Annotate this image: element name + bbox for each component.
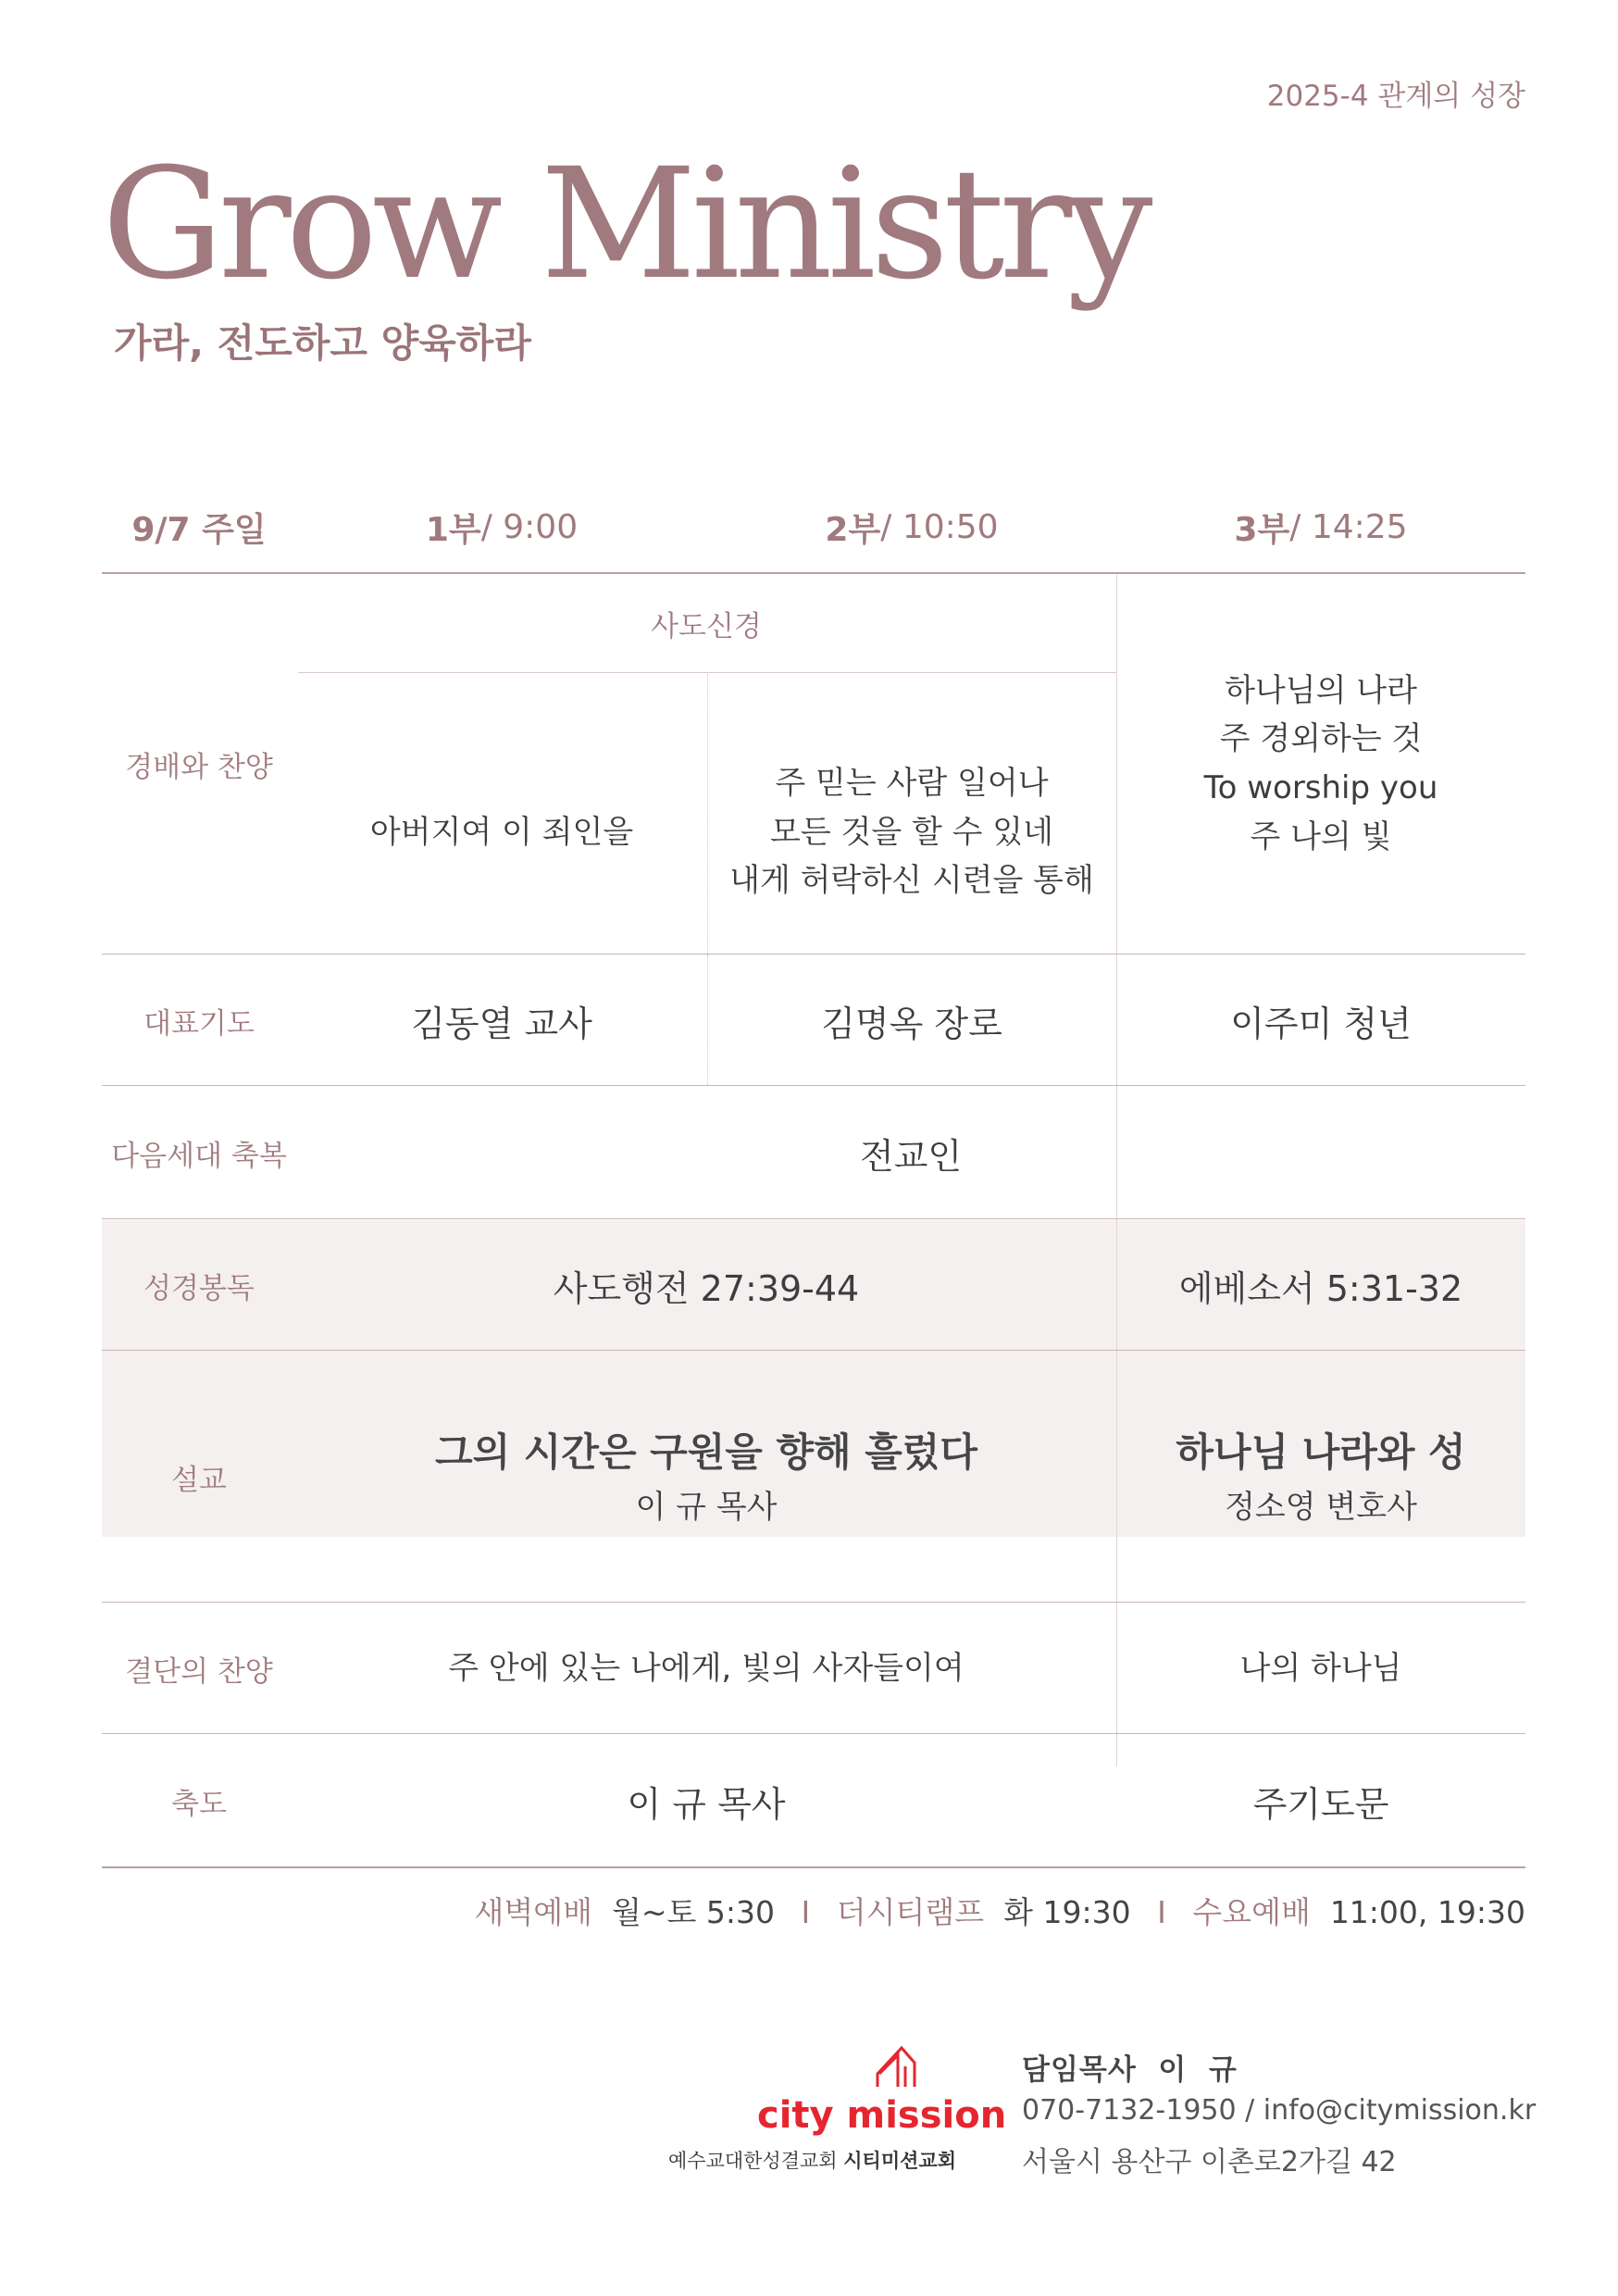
church-name: 시티미션교회 [843, 2150, 956, 2172]
service-2-name: 2부 [825, 510, 881, 549]
church-denomination [668, 2146, 956, 2174]
reading-3: 에베소서 5:31-32 [1178, 1267, 1463, 1309]
date-header [102, 481, 296, 572]
response-3: 나의 하나님 [1239, 1649, 1402, 1687]
worship-songs-3 [1116, 574, 1525, 954]
blessing-label: 다음세대 축복 [111, 1139, 287, 1173]
page-title: Grow Ministry [102, 135, 1148, 313]
sermon-label: 설교 [171, 1463, 227, 1497]
sermon-title-12: 그의 시간은 구원을 향해 흘렀다 [435, 1429, 977, 1475]
worship-song: 하나님의 나라 [1225, 671, 1417, 709]
prayer-label: 대표기도 [143, 1006, 255, 1041]
contact-info: 070-7132-1950 / info@citymission.kr [1022, 2094, 1537, 2127]
denomination: 예수교대한성결교회 [668, 2150, 838, 2172]
sermon-preacher-3: 정소영 변호사 [1225, 1488, 1417, 1526]
date-label: 9/7 주일 [131, 510, 267, 549]
separator: I [1157, 1894, 1166, 1930]
weekly-service-time: 11:00, 19:30 [1329, 1894, 1525, 1930]
sermon-title-3: 하나님 나라와 성 [1176, 1429, 1466, 1475]
worship-label: 경배와 찬양 [125, 750, 273, 784]
weekly-service-name: 수요예배 [1192, 1894, 1311, 1930]
worship-song: 모든 것을 할 수 있네 [770, 813, 1053, 851]
prayer-2: 김명옥 장로 [821, 1003, 1002, 1044]
senior-pastor: 담임목사 이 규 [1022, 2053, 1238, 2087]
worship-song: 내게 허락하신 시련을 통해 [729, 862, 1094, 900]
separator: I [801, 1894, 811, 1930]
worship-song: To worship you [1203, 769, 1438, 806]
weekly-services [474, 1889, 1525, 1932]
response-label: 결단의 찬양 [125, 1654, 273, 1689]
weekly-service-name: 더시티램프 [836, 1894, 985, 1930]
benediction-3: 주기도문 [1252, 1783, 1389, 1825]
reading-label: 성경봉독 [143, 1271, 255, 1305]
service-1-name: 1부 [425, 510, 481, 549]
row-divider [102, 1085, 1525, 1086]
sermon-preacher-12: 이 규 목사 [635, 1488, 778, 1526]
worship-song: 주 경외하는 것 [1219, 720, 1423, 758]
worship-songs-2 [707, 674, 1116, 954]
service-2-header [707, 481, 1116, 572]
weekly-service-time: 화 19:30 [1003, 1894, 1131, 1930]
worship-songs-1 [296, 674, 707, 954]
prayer-1: 김동열 교사 [411, 1003, 592, 1044]
sermon-12 [296, 1352, 1116, 1602]
service-3-header [1116, 481, 1525, 572]
worship-song: 주 믿는 사람 일어나 [775, 764, 1049, 802]
logo-text: city mission [757, 2094, 1007, 2137]
service-3-time: / 14:25 [1289, 507, 1408, 546]
weekly-service-time: 월~토 5:30 [611, 1894, 775, 1930]
table-bottom-line [102, 1866, 1525, 1868]
row-divider [102, 1218, 1525, 1219]
prayer-3: 이주미 청년 [1230, 1003, 1412, 1044]
worship-song: 주 나의 빛 [1250, 817, 1392, 855]
creed-divider [298, 672, 1116, 673]
sermon-3 [1116, 1352, 1525, 1602]
church-address: 서울시 용산구 이촌로2가길 42 [1022, 2146, 1397, 2178]
row-divider [102, 1733, 1525, 1734]
service-1-header [296, 481, 707, 572]
blessing-value: 전교인 [859, 1135, 963, 1177]
worship-song: 아버지여 이 죄인을 [369, 813, 634, 851]
benediction-12: 이 규 목사 [627, 1783, 786, 1825]
weekly-service-name: 새벽예배 [474, 1894, 592, 1930]
benediction-label: 축도 [171, 1787, 227, 1821]
row-divider [102, 1602, 1525, 1603]
row-divider [102, 954, 1525, 955]
series-label: 2025-4 관계의 성장 [1266, 80, 1525, 113]
service-1-time: / 9:00 [480, 507, 579, 546]
creed-label: 사도신경 [651, 609, 762, 643]
service-3-name: 3부 [1234, 510, 1290, 549]
page-subtitle: 가라, 전도하고 양육하라 [114, 320, 531, 366]
service-2-time: / 10:50 [880, 507, 999, 546]
row-divider [102, 1350, 1525, 1351]
reading-12: 사도행전 27:39-44 [553, 1267, 860, 1309]
response-12: 주 안에 있는 나에게, 빛의 사자들이여 [448, 1649, 965, 1687]
